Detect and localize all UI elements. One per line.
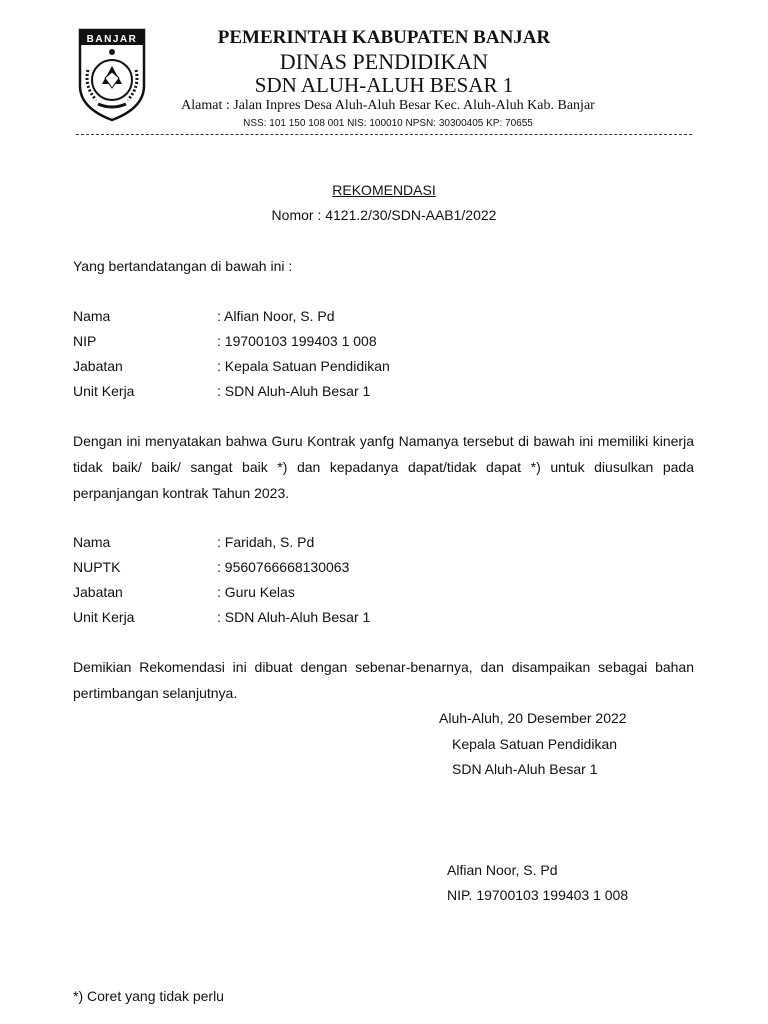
teacher-label-nuptk: NUPTK xyxy=(73,559,121,575)
signer-value-nip: : 19700103 199403 1 008 xyxy=(217,333,377,349)
header-department: DINAS PENDIDIKAN xyxy=(279,49,489,74)
letter-number: Nomor : 4121.2/30/SDN-AAB1/2022 xyxy=(271,207,497,223)
signer-label-name: Nama xyxy=(73,308,111,324)
teacher-value-name: : Faridah, S. Pd xyxy=(217,534,315,550)
teacher-value-nuptk: : 9560766668130063 xyxy=(217,559,350,575)
signer-value-name: : Alfian Noor, S. Pd xyxy=(217,308,335,324)
teacher-label-name: Nama xyxy=(73,534,111,550)
intro-text: Yang bertandatangan di bawah ini : xyxy=(73,258,293,274)
signer-label-position: Jabatan xyxy=(73,358,123,374)
signature-nip: NIP. 19700103 199403 1 008 xyxy=(447,887,629,903)
teacher-label-unit: Unit Kerja xyxy=(73,609,135,625)
teacher-value-position: : Guru Kelas xyxy=(217,584,295,600)
signer-label-nip: NIP xyxy=(73,333,97,349)
closing-paragraph: Demikian Rekomendasi ini dibuat dengan sebenar-benarnya, dan disampaikan sebagai bahan pertimbangan selanjutnya. xyxy=(73,659,694,701)
signer-label-unit: Unit Kerja xyxy=(73,383,135,399)
teacher-value-unit: : SDN Aluh-Aluh Besar 1 xyxy=(217,609,371,625)
teacher-label-position: Jabatan xyxy=(73,584,123,600)
signature-name: Alfian Noor, S. Pd xyxy=(447,862,558,878)
signer-value-position: : Kepala Satuan Pendidikan xyxy=(217,358,390,374)
statement-paragraph: Dengan ini menyatakan bahwa Guru Kontrak yanfg Namanya tersebut di bawah ini memiliki kinerja tidak baik/ baik/ sangat baik *) dan kepadanya dapat/tidak dapat *) untuk diusulkan pada perpanjangan kontrak Tahun 2023. xyxy=(73,433,694,501)
signature-title: Kepala Satuan Pendidikan xyxy=(452,736,618,752)
signature-school: SDN Aluh-Aluh Besar 1 xyxy=(452,761,598,777)
header-divider xyxy=(76,134,692,135)
header-government: PEMERINTAH KABUPATEN BANJAR xyxy=(217,27,551,48)
letter-title: REKOMENDASI xyxy=(332,182,436,198)
signer-value-unit: : SDN Aluh-Aluh Besar 1 xyxy=(217,383,371,399)
header-school: SDN ALUH-ALUH BESAR 1 xyxy=(254,73,514,97)
header-address: Alamat : Jalan Inpres Desa Aluh-Aluh Besar Kec. Aluh-Aluh Kab. Banjar xyxy=(181,98,595,113)
logo-text: BANJAR xyxy=(86,34,138,45)
place-date: Aluh-Aluh, 20 Desember 2022 xyxy=(439,710,627,726)
header-ids: NSS: 101 150 108 001 NIS: 100010 NPSN: 30300405 KP: 70655 xyxy=(243,118,533,129)
footnote: *) Coret yang tidak perlu xyxy=(73,988,224,1004)
